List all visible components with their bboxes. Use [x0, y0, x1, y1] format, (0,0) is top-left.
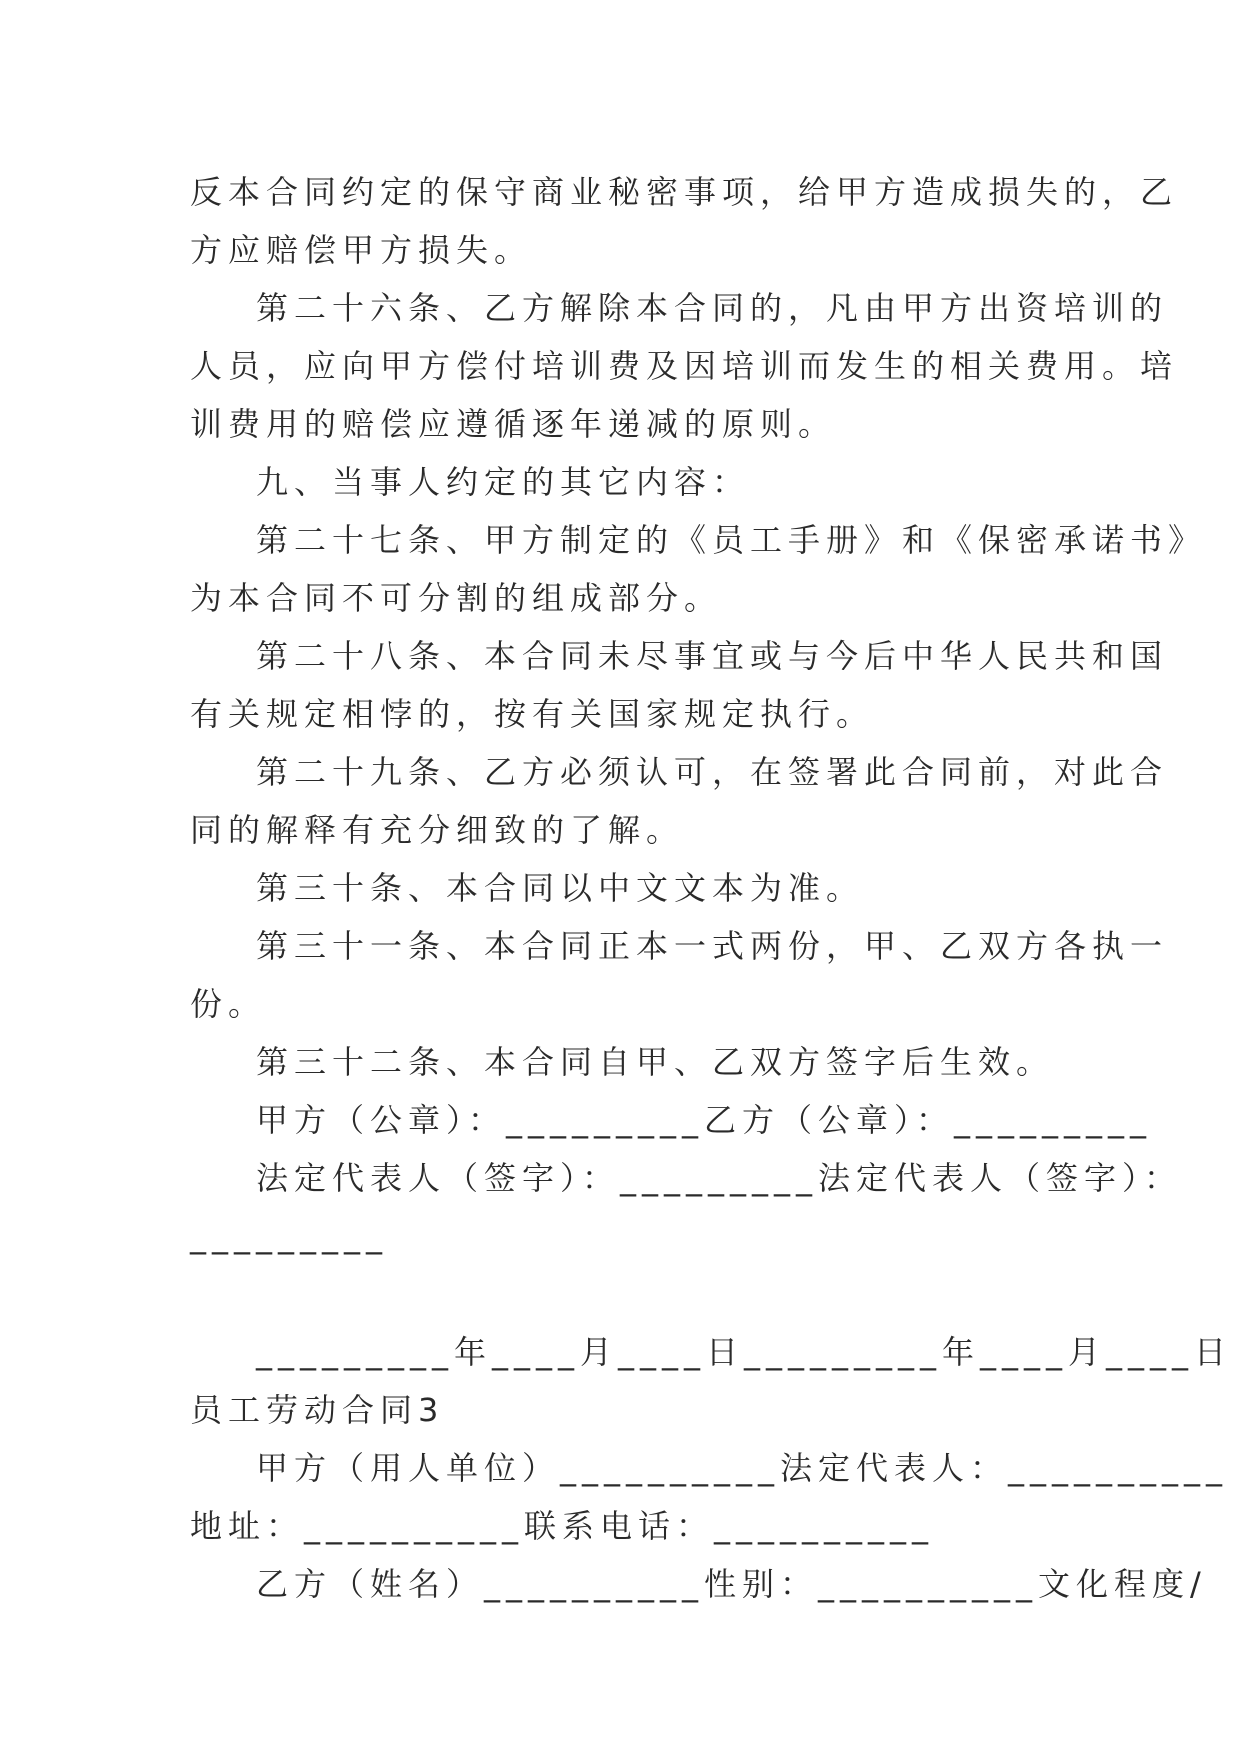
address-phone-line: 地址：__________联系电话：__________	[190, 1507, 935, 1545]
text-line: 第三十二条、本合同自甲、乙双方签字后生效。	[256, 1043, 1055, 1081]
text-line: 份。	[190, 985, 267, 1023]
date-line: _________年____月____日_________年____月____日	[256, 1333, 1233, 1371]
document-body	[190, 163, 1233, 1613]
signature-blank: _________	[190, 1217, 388, 1255]
employer-info-line: 甲方（用人单位）__________法定代表人：__________	[256, 1449, 1229, 1487]
signature-line-representative: 法定代表人（签字）：_________法定代表人（签字）：	[256, 1159, 1183, 1197]
text-line: 第二十九条、乙方必须认可，在签署此合同前，对此合	[256, 753, 1169, 791]
text-line: 为本合同不可分割的组成部分。	[190, 579, 723, 617]
text-line: 第二十六条、乙方解除本合同的，凡由甲方出资培训的	[256, 289, 1169, 327]
text-line: 有关规定相悖的，按有关国家规定执行。	[190, 695, 875, 733]
text-line: 训费用的赔偿应遵循逐年递减的原则。	[190, 405, 837, 443]
text-line: 第二十七条、甲方制定的《员工手册》和《保密承诺书》	[256, 521, 1207, 559]
text-line: 方应赔偿甲方损失。	[190, 231, 533, 269]
text-line: 人员，应向甲方偿付培训费及因培训而发生的相关费用。培	[190, 347, 1179, 385]
text-line: 第三十一条、本合同正本一式两份，甲、乙双方各执一	[256, 927, 1169, 965]
text-line: 反本合同约定的保守商业秘密事项，给甲方造成损失的，乙	[190, 173, 1179, 211]
signature-line-seal: 甲方（公章）：_________乙方（公章）：_________	[256, 1101, 1153, 1139]
section-heading: 九、当事人约定的其它内容：	[256, 463, 751, 501]
document-title: 员工劳动合同3	[190, 1391, 445, 1429]
text-line: 第二十八条、本合同未尽事宜或与今后中华人民共和国	[256, 637, 1169, 675]
employee-info-line: 乙方（姓名）__________性别：__________文化程度/	[256, 1565, 1207, 1603]
text-line: 同的解释有充分细致的了解。	[190, 811, 685, 849]
text-line: 第三十条、本合同以中文文本为准。	[256, 869, 865, 907]
